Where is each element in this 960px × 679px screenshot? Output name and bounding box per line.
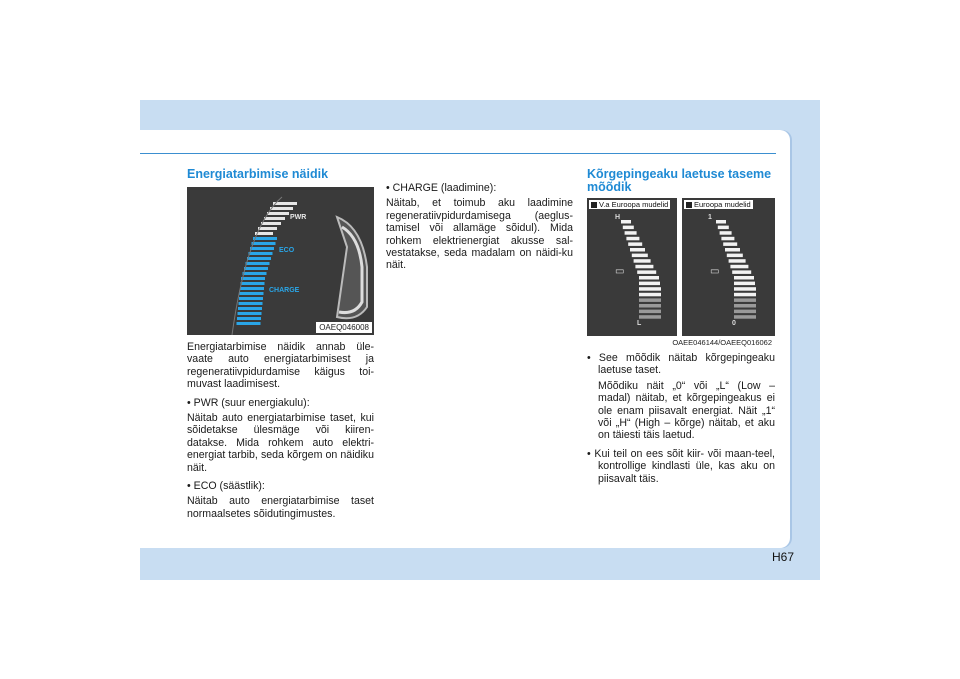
gauge-segment: [238, 312, 262, 315]
gauge-segment: [237, 317, 261, 320]
gauge-segment: [264, 217, 285, 220]
gauge-a: [587, 198, 677, 336]
gauge-segment: [734, 310, 756, 314]
eco-paragraph: Näitab auto energiatarbimise taset normaalsetes sõidutingimustes.: [187, 495, 374, 520]
intro-paragraph: Energiatarbimise näidik annab üle-vaate auto energiatarbimisest ja regeneratiivpidurdamise käigus toi-muvast laadimisest.: [187, 341, 374, 391]
gauge-segment: [727, 254, 743, 258]
eco-bullet: • ECO (säästlik):: [187, 480, 265, 493]
gauge-b-top-label: 1: [708, 214, 712, 221]
gauge-segment: [247, 257, 271, 260]
left-column-text: [187, 341, 374, 526]
gauge-segment: [637, 270, 656, 274]
gauge-segment: [241, 277, 265, 280]
energy-gauge-figure: [187, 187, 374, 335]
middle-column: [386, 182, 573, 278]
gauge-segment: [267, 212, 289, 215]
gauge-segment: [639, 310, 661, 314]
figure-code: OAEQ046008: [316, 322, 372, 333]
gauge-segment: [639, 298, 661, 302]
gauge-segment: [253, 237, 277, 240]
gauge-segment: [249, 252, 273, 255]
gauge-segment: [723, 242, 737, 246]
section-heading-battery: [587, 168, 775, 193]
header-rule: [140, 153, 776, 154]
gauge-segment: [239, 297, 263, 300]
gauge-segment: [632, 254, 648, 258]
section-heading-energy: Energiatarbimise näidik: [187, 167, 329, 181]
gauge-segment: [734, 298, 756, 302]
gauge-b-tag: Euroopa mudelid: [684, 200, 753, 209]
gauge-segment: [639, 315, 661, 319]
gauge-segment: [252, 242, 276, 245]
gauge-segment: [716, 220, 726, 224]
page-number: H67: [772, 550, 795, 564]
gauge-segment: [734, 304, 756, 308]
charge-label: CHARGE: [269, 287, 300, 294]
pwr-bullet: • PWR (suur energiakulu):: [187, 396, 310, 409]
gauge-segment: [625, 231, 637, 235]
gauge-segment: [258, 227, 277, 230]
gauge-segment: [639, 287, 661, 291]
gauge-segment: [243, 272, 267, 275]
gauge-segment: [720, 231, 732, 235]
gauge-segment: [621, 220, 631, 224]
gauge-segment: [246, 262, 270, 265]
gauge-segment: [239, 302, 263, 305]
gauge-segment: [734, 315, 756, 319]
gauge-segment: [721, 237, 734, 241]
pwr-paragraph: Näitab auto energiatarbimise taset, kui sõidetakse ülesmäge või kiiren-datakse. Mida rohkem auto elektri-energiat tarbib, seda kõrgem on näidiku näit.: [187, 412, 374, 474]
energy-gauge-svg: [187, 187, 374, 335]
gauge-segment: [630, 248, 645, 252]
gauge-a-bottom-label: L: [637, 320, 642, 327]
gauge-segment: [639, 276, 659, 280]
gauge-segment: [240, 292, 264, 295]
gauge-segment: [626, 237, 639, 241]
right-column: [587, 168, 775, 193]
gauge-segment: [639, 304, 661, 308]
gauge-segment: [734, 276, 754, 280]
gauge-segment: [729, 259, 746, 263]
gauge-segment: [623, 226, 634, 230]
gauge-segment: [734, 287, 756, 291]
gauge-segment: [639, 282, 660, 286]
bullet-1-paragraph: Mõõdiku näit „0“ või „L“ (Low – madal) näitab, et kõrgepingeakus ei ole enam piisavalt energiat. Näit „1“ või „H“ (High – kõrge) näitab, et aku on täiesti täis laetud.: [598, 379, 775, 442]
charge-paragraph: Näitab, et toimub aku laadimine regeneratiivpidurdamisega (aeglus-tamisel või allamäge sõidul). Mida rohkem elektrienergiat akusse sal-vestatakse, seda madalam on näidi-ku näit.: [386, 197, 573, 272]
gauge-segment: [725, 248, 740, 252]
gauge-segment: [250, 247, 274, 250]
gauge-a-top-label: H: [615, 214, 621, 221]
left-column: [187, 168, 374, 181]
gauge-segment: [718, 226, 729, 230]
gauge-segment: [734, 293, 756, 297]
gauge-segment: [241, 282, 265, 285]
battery-icon: ▭: [710, 266, 720, 277]
right-column-text: [587, 352, 775, 488]
gauge-b-bottom-label: 0: [732, 320, 736, 327]
heading-line2: mõõdik: [587, 179, 632, 194]
heading-line1: Kõrgepingeaku laetuse taseme: [587, 167, 772, 181]
gauge-b: [682, 198, 775, 336]
pwr-label: PWR: [290, 214, 307, 221]
gauge-segment: [270, 207, 293, 210]
eco-label: ECO: [279, 247, 295, 254]
bullet-1: • See mõõdik näitab kõrgepingeaku laetuse taset.: [587, 352, 775, 377]
battery-gauge-figure: [587, 198, 775, 348]
gauge-segment: [639, 293, 661, 297]
gauge-a-tag: V.a Euroopa mudelid: [589, 200, 670, 209]
gauge-segment: [628, 242, 642, 246]
gauge-segment: [734, 282, 755, 286]
bullet-2: • Kui teil on ees sõit kiir- või maan-teel, kontrollige kindlasti üle, kas aku on piisavalt täis.: [587, 447, 775, 485]
gauge-segment: [635, 265, 653, 269]
gauge-segment: [261, 222, 281, 225]
gauge-segment: [238, 307, 262, 310]
gauge-segment: [732, 270, 751, 274]
gauge-segment: [240, 287, 264, 290]
figure-code: OAEE046144/OAEEQ016062: [669, 337, 775, 348]
gauge-segment: [634, 259, 651, 263]
battery-icon: ▭: [615, 266, 625, 277]
gauge-segment: [730, 265, 748, 269]
gauge-segment: [237, 322, 261, 325]
charge-bullet: • CHARGE (laadimine):: [386, 182, 497, 194]
gauge-segment: [244, 267, 268, 270]
